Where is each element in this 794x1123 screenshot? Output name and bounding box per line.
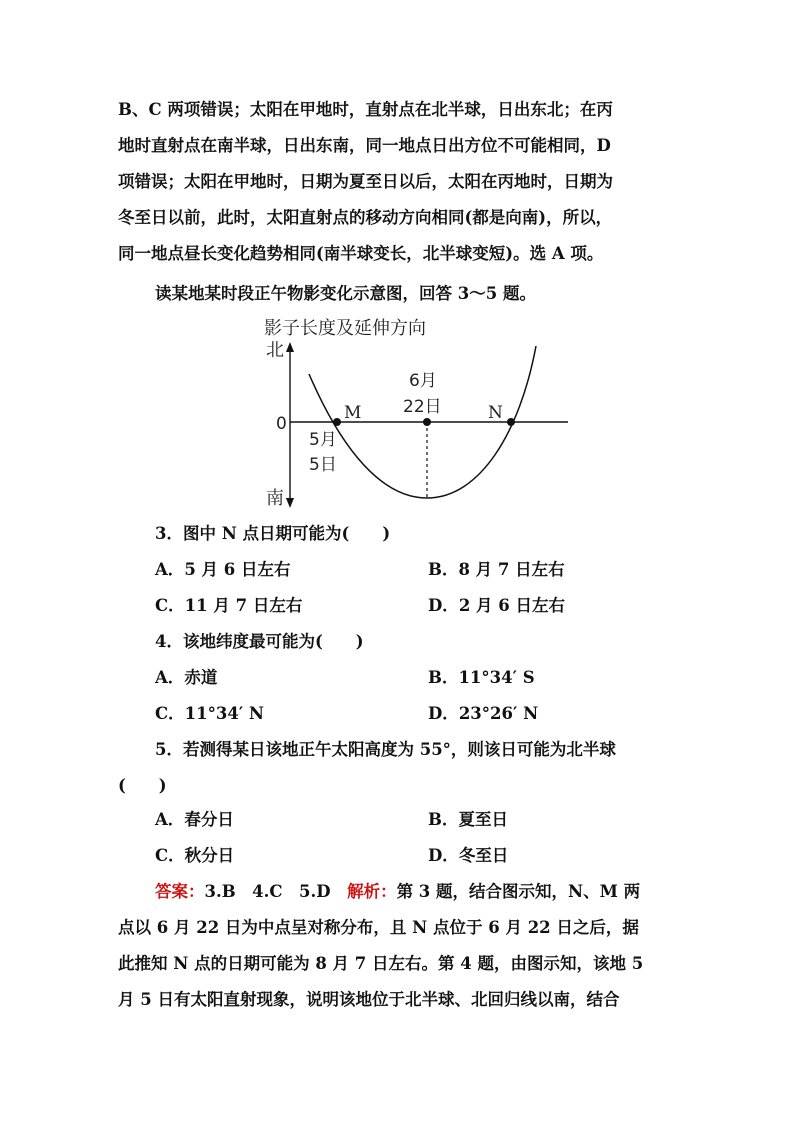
- zero-label: 0: [276, 414, 287, 434]
- intro-line-3: 项错误；太阳在甲地时，日期为夏至日以后，太阳在丙地时，日期为: [118, 172, 613, 191]
- question-5-stem-line-1: 5．若测得某日该地正午太阳高度为 55°，则该日可能为北半球: [155, 740, 616, 759]
- label-n: N: [488, 403, 503, 423]
- south-label: 南: [266, 488, 284, 509]
- label-may-day: 5日: [309, 455, 337, 475]
- q3-option-b: B．8 月 7 日左右: [428, 560, 565, 579]
- point-m: [333, 418, 341, 426]
- analysis-line-1: 第 3 题，结合图示知，N、M 两: [396, 882, 641, 901]
- question-4-stem: 4．该地纬度最可能为( ): [155, 632, 364, 651]
- intro-line-5: 同一地点昼长变化趋势相同(南半球变长，北半球变短)。选 A 项。: [118, 244, 604, 263]
- analysis-line-3: 此推知 N 点的日期可能为 8 月 7 日左右。第 4 题，由图示知，该地 5: [118, 954, 644, 973]
- north-arrow-icon: [286, 342, 294, 352]
- question-3-stem: 3．图中 N 点日期可能为( ): [155, 524, 391, 543]
- answer-label: 答案：: [155, 882, 205, 901]
- q3-option-c: C．11 月 7 日左右: [155, 596, 303, 615]
- point-n: [507, 418, 515, 426]
- q3-option-d: D．2 月 6 日左右: [428, 596, 566, 615]
- q5-option-a: A．春分日: [155, 810, 234, 829]
- q3-option-a: A．5 月 6 日左右: [155, 560, 291, 579]
- q4-option-d: D．23°26′ N: [428, 704, 539, 723]
- reading-prompt: 读某地某时段正午物影变化示意图，回答 3～5 题。: [155, 284, 536, 303]
- north-label: 北: [266, 340, 284, 361]
- q5-option-d: D．冬至日: [428, 846, 509, 865]
- question-5-stem-line-2: ( ): [118, 776, 167, 795]
- analysis-label: 解析：: [347, 882, 397, 901]
- label-june-day: 22日: [403, 397, 442, 417]
- figure-title: 影子长度及延伸方向: [264, 318, 426, 339]
- q5-option-c: C．秋分日: [155, 846, 235, 865]
- label-june-month: 6月: [409, 371, 437, 391]
- intro-line-1: B、C 两项错误；太阳在甲地时，直射点在北半球，日出东北；在丙: [118, 100, 613, 119]
- shadow-change-figure: [264, 312, 570, 512]
- label-may-month: 5月: [309, 430, 337, 450]
- q4-option-c: C．11°34′ N: [155, 704, 264, 723]
- point-june-22: [423, 418, 431, 426]
- answer-line-1: [155, 878, 640, 902]
- south-arrow-icon: [286, 498, 294, 508]
- q4-option-a: A．赤道: [155, 668, 218, 687]
- answer-values: 3.B 4.C 5.D: [204, 882, 331, 901]
- analysis-line-2: 点以 6 月 22 日为中点呈对称分布，且 N 点位于 6 月 22 日之后，据: [118, 918, 639, 937]
- intro-line-2: 地时直射点在南半球，日出东南，同一地点日出方位不可能相同，D: [118, 136, 611, 155]
- q4-option-b: B．11°34′ S: [428, 668, 535, 687]
- q5-option-b: B．夏至日: [428, 810, 508, 829]
- label-m: M: [344, 403, 362, 423]
- analysis-line-4: 月 5 日有太阳直射现象，说明该地位于北半球、北回归线以南，结合: [118, 990, 620, 1009]
- intro-line-4: 冬至日以前，此时，太阳直射点的移动方向相同(都是向南)，所以，: [118, 208, 613, 227]
